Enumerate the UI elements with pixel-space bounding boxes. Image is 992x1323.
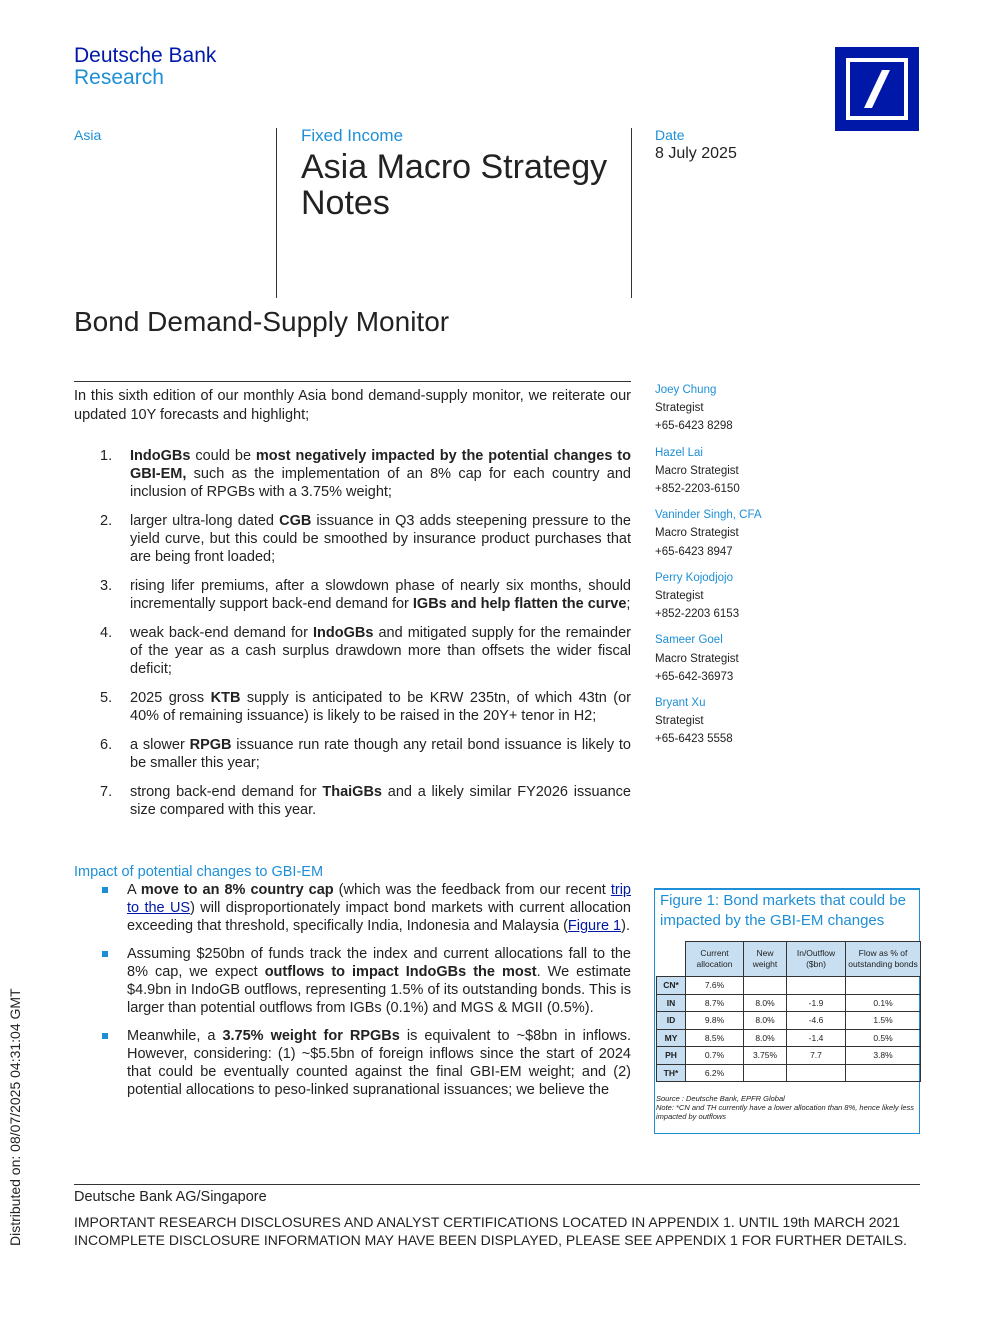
bold-text: outflows to impact IndoGBs the most [264,964,537,980]
footer-disclosure: IMPORTANT RESEARCH DISCLOSURES AND ANALYST CERTIFICATIONS LOCATED IN APPENDIX 1. UNTIL 19th MARCH 2021 INCOMPLETE DISCLOSURE INFORMATION MAY HAVE BEEN DISPLAYED, PLEASE SEE APPENDIX 1 FOR FURTHER DETAILS. [74,1214,907,1248]
figure-note-text: Note: *CN and TH currently have a lower allocation than 8%, hence likely less impacted by outflows [656,1103,915,1121]
figure-source [656,1094,916,1121]
text-run: A [127,882,141,898]
table-cell: -1.9 [787,994,846,1012]
text-run: and mitigated supply for the remainder of the year as a cash surplus drawdown more than offsets the wider fiscal deficit; [130,625,631,677]
row-header: IN [657,994,686,1012]
author-phone: +852-2203 6153 [655,608,740,621]
text-run: such as the implementation of an 8% cap for each country and inclusion of RPGBs with a 3.75% weight; [130,466,631,500]
table-row [657,1064,921,1082]
bullet-square-icon [102,951,108,957]
date-label: Date [655,127,685,143]
author-entry [655,444,855,499]
inline-link[interactable]: Figure 1 [567,918,622,934]
text-run: (which was the feedback from our recent [333,882,611,898]
bullet-square-icon [102,1033,108,1039]
list-item [74,447,631,501]
text-run: ) will disproportionately impact bond markets with current allocation exceeding that threshold, specifically India, Indonesia and Malaysia ( [127,900,631,934]
col-header: Flow as % of outstanding bonds [846,942,921,977]
table-cell: 6.2% [686,1064,744,1082]
list-item [74,624,631,678]
figure-top-rule [654,888,919,890]
region-label: Asia [74,127,102,143]
table-cell: 3.75% [744,1047,787,1065]
text-run: rising lifer premiums, after a slowdown phase of nearly six months, should incrementally support back-end demand for [130,578,631,612]
divider-right [631,128,632,298]
list-item [74,736,631,772]
author-role: Strategist [655,590,704,603]
bold-text: move to an 8% country cap [140,882,334,898]
footer-entity: Deutsche Bank AG/Singapore [74,1189,267,1205]
bold-text: IndoGBs [130,448,191,464]
table-cell: 7.7 [787,1047,846,1065]
bold-text: IndoGBs [313,625,374,641]
author-entry [655,569,855,624]
bullet-square-icon [102,887,108,893]
brand-subtitle: Research [74,66,164,89]
col-header: In/Outflow ($bn) [787,942,846,977]
table-cell: -1.4 [787,1029,846,1047]
table-cell: 8.0% [744,994,787,1012]
bold-text: KTB [210,690,241,706]
author-name[interactable]: Sameer Goel [655,634,723,647]
bold-text: CGB [279,513,312,529]
text-run: is equivalent to ~$8bn in inflows. However, considering: (1) ~$5.5bn of foreign inflows since the start of 2024 that could be eventually counted against the final GBI-EM weight; and (2) potential allocations to peso-linked supranational issuances; we believe the [127,1028,632,1098]
row-header: ID [657,1012,686,1030]
author-role: Strategist [655,402,704,415]
list-number: 6. [100,737,113,753]
table-row [657,1012,921,1030]
text-run: ). [621,918,630,934]
author-phone: +65-6423 5558 [655,733,733,746]
author-phone: +65-6423 8947 [655,545,733,558]
row-header: PH [657,1047,686,1065]
bullet-item [74,881,631,935]
table-cell: 9.8% [686,1012,744,1030]
figure-table [656,941,921,1082]
bold-text: 3.75% weight for RPGBs [222,1028,400,1044]
bullet-item [74,945,631,1017]
list-number: 7. [100,784,113,800]
corner-cell [657,942,686,977]
table-cell [787,977,846,995]
list-item [74,783,631,819]
author-name[interactable]: Perry Kojodjojo [655,571,733,584]
author-name[interactable]: Joey Chung [655,384,717,396]
section-heading: Impact of potential changes to GBI-EM [74,864,324,880]
col-header: Current allocation [686,942,744,977]
table-cell [744,977,787,995]
text-run: 2025 gross [130,690,211,706]
table-cell [744,1064,787,1082]
list-number: 1. [100,448,113,464]
row-header: TH* [657,1064,686,1082]
figure-source-text: Source : Deutsche Bank, EPFR Global [656,1094,785,1103]
table-cell: 8.0% [744,1029,787,1047]
text-run: ; [626,596,631,612]
text-run: a slower [130,737,190,753]
table-cell: 1.5% [846,1012,921,1030]
list-number: 2. [100,513,113,529]
table-cell [787,1064,846,1082]
date-value: 8 July 2025 [655,145,737,162]
row-header: CN* [657,977,686,995]
table-cell: 3.8% [846,1047,921,1065]
text-run: supply is anticipated to be KRW 235tn, of which 43tn (or 40% of remaining issuance) is likely to be raised in the 20Y+ tenor in H2; [130,690,632,724]
author-phone: +65-6423 8298 [655,420,733,433]
bold-text: ThaiGBs [322,784,382,800]
bullet-item [74,1027,631,1099]
bold-text: IGBs and help flatten the curve [412,596,627,612]
text-run: Meanwhile, a [127,1028,223,1044]
list-item [74,577,631,613]
table-cell: 0.7% [686,1047,744,1065]
figure-title: Figure 1: Bond markets that could be impacted by the GBI-EM changes [660,892,906,929]
author-entry [655,506,855,561]
table-cell: 8.7% [686,994,744,1012]
table-row [657,994,921,1012]
author-phone: +65-642-36973 [655,670,734,683]
list-item [74,689,631,725]
table-row [657,1047,921,1065]
row-header: MY [657,1029,686,1047]
category-label: Fixed Income [301,126,404,145]
report-title: Asia Macro Strategy Notes [301,148,608,222]
report-subtitle: Bond Demand-Supply Monitor [74,306,450,337]
text-run: could be [190,448,256,464]
text-run: Assuming $250bn of funds track the index and current allocations fall to the 8% cap, we expect [127,946,631,980]
table-cell: 7.6% [686,977,744,995]
list-number: 5. [100,690,113,706]
divider-left [276,128,277,298]
author-role: Macro Strategist [655,527,739,540]
distribution-stamp: Distributed on: 08/07/2025 04:31:04 GMT [7,988,23,1246]
list-item [74,512,631,566]
bold-text: RPGB [189,737,232,753]
author-role: Strategist [655,715,704,728]
col-header: New weight [744,942,787,977]
authors-panel [655,381,855,757]
table-cell [846,1064,921,1082]
table-cell: 0.5% [846,1029,921,1047]
footer-rule [74,1184,920,1185]
bullet-list [74,881,631,1109]
highlights-list [74,447,631,830]
table-cell: 0.1% [846,994,921,1012]
text-run: and a likely similar FY2026 issuance size compared with this year. [130,784,631,818]
table-row [657,1029,921,1047]
text-run: issuance in Q3 adds steepening pressure to the yield curve, but this could be smoothed by insurance product purchases that are being front loaded; [130,513,631,565]
author-role: Macro Strategist [655,464,739,477]
author-name[interactable]: Hazel Lai [655,446,703,459]
table-cell: -4.6 [787,1012,846,1030]
list-number: 4. [100,625,113,641]
author-entry [655,381,855,436]
author-phone: +852-2203-6150 [655,483,740,496]
intro-paragraph: In this sixth edition of our monthly Asia bond demand-supply monitor, we reiterate our updated 10Y forecasts and highlight; [74,388,631,423]
text-run: weak back-end demand for [130,625,313,641]
text-run: issuance run rate though any retail bond issuance is likely to be smaller this year; [130,737,631,771]
author-role: Macro Strategist [655,652,739,665]
list-number: 3. [100,578,113,594]
inline-link[interactable]: trip to the US [127,882,631,916]
brand-name: Deutsche Bank [74,44,217,67]
text-run: larger ultra-long dated [130,513,280,529]
author-name[interactable]: Vaninder Singh, CFA [655,509,762,522]
text-run: . We estimate $4.9bn in IndoGB outflows, representing 1.5% of its outstanding bonds. This is larger than potential outflows from IGBs (0.1%) and MGS & MGII (0.5%). [127,964,631,1016]
author-entry [655,631,855,686]
table-cell: 8.0% [744,1012,787,1030]
bold-text: most negatively impacted by the potential changes to GBI-EM, [130,448,631,482]
table-cell: 8.5% [686,1029,744,1047]
deutsche-bank-logo [835,47,919,131]
table-cell [846,977,921,995]
author-entry [655,694,855,749]
section-rule [74,381,631,382]
author-name[interactable]: Bryant Xu [655,697,706,710]
table-row [657,977,921,995]
text-run: strong back-end demand for [130,784,323,800]
